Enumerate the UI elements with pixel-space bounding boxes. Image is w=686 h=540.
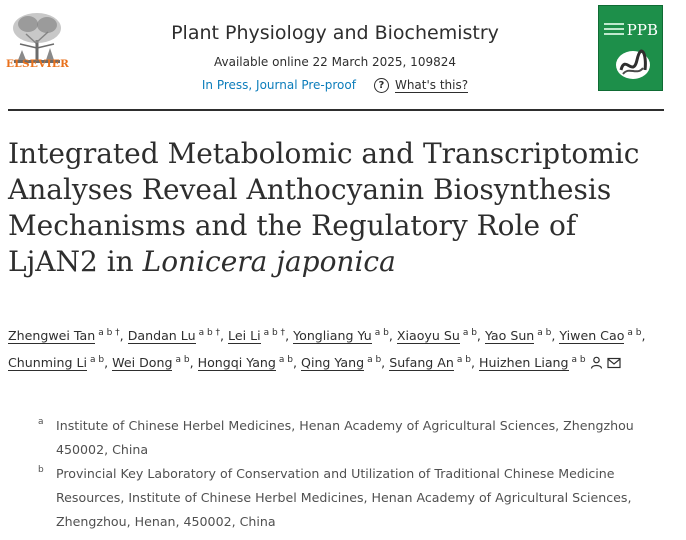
author-affiliation-marks[interactable]: a b — [571, 355, 586, 365]
author-name[interactable]: Qing Yang — [301, 355, 365, 370]
author-affiliation-marks[interactable]: a b † — [198, 328, 221, 338]
author-name[interactable]: Huizhen Liang — [479, 355, 569, 370]
affiliation-item — [36, 414, 676, 462]
author-separator: , — [476, 328, 481, 343]
affiliation-item — [36, 462, 676, 534]
status-row — [140, 76, 530, 94]
author-affiliation-marks[interactable]: a b — [175, 355, 190, 365]
author-separator: , — [189, 355, 194, 370]
author-name[interactable]: Sufang An — [389, 355, 454, 370]
affiliation-list — [36, 414, 676, 534]
author-name[interactable]: Yongliang Yu — [293, 328, 372, 343]
author-separator: , — [104, 355, 109, 370]
author-name[interactable]: Chunming Li — [8, 355, 87, 370]
header-divider — [8, 109, 664, 111]
article-header — [0, 0, 686, 112]
author-affiliation-marks[interactable]: a b — [456, 355, 471, 365]
author-name[interactable]: Zhengwei Tan — [8, 328, 96, 343]
author-item[interactable] — [397, 328, 477, 343]
journal-cover-thumbnail[interactable] — [598, 5, 663, 91]
journal-title[interactable]: Plant Physiology and Biochemistry — [171, 22, 499, 44]
author-name[interactable]: Yao Sun — [484, 328, 535, 343]
author-item[interactable] — [8, 328, 120, 343]
corresponding-author-icon[interactable] — [590, 356, 603, 369]
author-separator: , — [641, 328, 646, 343]
author-affiliation-marks[interactable]: a b † — [263, 328, 286, 338]
title-species: Lonicera japonica — [142, 245, 396, 278]
author-separator: , — [293, 355, 298, 370]
cover-label: PPB — [626, 21, 658, 39]
whats-this-button[interactable] — [374, 78, 468, 93]
author-item[interactable] — [112, 355, 189, 370]
author-name[interactable]: Xiaoyu Su — [396, 328, 460, 343]
cover-image-icon — [613, 48, 653, 82]
author-separator: , — [381, 355, 386, 370]
author-name[interactable]: Lei Li — [228, 328, 261, 343]
author-item[interactable] — [301, 355, 381, 370]
author-affiliation-marks[interactable]: a b — [90, 355, 105, 365]
author-affiliation-marks[interactable]: a b — [278, 355, 293, 365]
author-item[interactable] — [559, 328, 641, 343]
author-separator: , — [471, 355, 476, 370]
affiliation-mark: a — [38, 417, 44, 427]
author-name[interactable]: Dandan Lu — [127, 328, 196, 343]
publisher-name: ELSEVIER — [6, 58, 70, 70]
author-affiliation-marks[interactable]: a b — [462, 328, 477, 338]
email-icon[interactable] — [607, 357, 621, 369]
author-item[interactable] — [128, 328, 220, 343]
author-item[interactable] — [293, 328, 389, 343]
author-separator: , — [388, 328, 393, 343]
author-separator: , — [285, 328, 290, 343]
author-affiliation-marks[interactable]: a b — [627, 328, 642, 338]
question-circle-icon: ? — [374, 78, 389, 93]
article-title — [8, 136, 668, 280]
author-item[interactable] — [198, 355, 293, 370]
author-item[interactable] — [389, 355, 471, 370]
author-name[interactable]: Wei Dong — [112, 355, 173, 370]
author-name[interactable]: Yiwen Cao — [559, 328, 625, 343]
affiliation-text: Institute of Chinese Herbel Medicines, Henan Academy of Agricultural Sciences, Zhengzhou 450002, China — [56, 418, 634, 457]
whats-this-label: What's this? — [394, 77, 469, 92]
author-item[interactable] — [8, 355, 104, 370]
author-affiliation-marks[interactable]: a b — [367, 355, 382, 365]
title-main: Integrated Metabolomic and Transcriptomic Analyses Reveal Anthocyanin Biosynthesis Mechanisms and the Regulatory Role of LjAN2 in — [8, 137, 640, 278]
author-separator: , — [551, 328, 556, 343]
cover-text-lines — [604, 23, 624, 38]
author-affiliation-marks[interactable]: a b † — [98, 328, 120, 338]
author-separator: , — [119, 328, 124, 343]
affiliation-text: Provincial Key Laboratory of Conservation and Utilization of Traditional Chinese Medicine Resources, Institute of Chinese Herbel Medicines, Henan Academy of Agricultural Sciences, Zhengzhou, Henan, 450002, China — [56, 466, 632, 529]
author-affiliation-marks[interactable]: a b — [537, 328, 552, 338]
availability-date: Available online 22 March 2025, 109824 — [213, 55, 456, 69]
author-name[interactable]: Hongqi Yang — [197, 355, 276, 370]
author-item[interactable] — [479, 355, 621, 370]
affiliation-mark: b — [38, 465, 44, 475]
author-item[interactable] — [228, 328, 285, 343]
author-affiliation-marks[interactable]: a b — [374, 328, 389, 338]
author-item[interactable] — [485, 328, 551, 343]
author-list — [8, 321, 678, 375]
author-separator: , — [220, 328, 225, 343]
status-link[interactable]: In Press, Journal Pre-proof — [201, 78, 356, 92]
